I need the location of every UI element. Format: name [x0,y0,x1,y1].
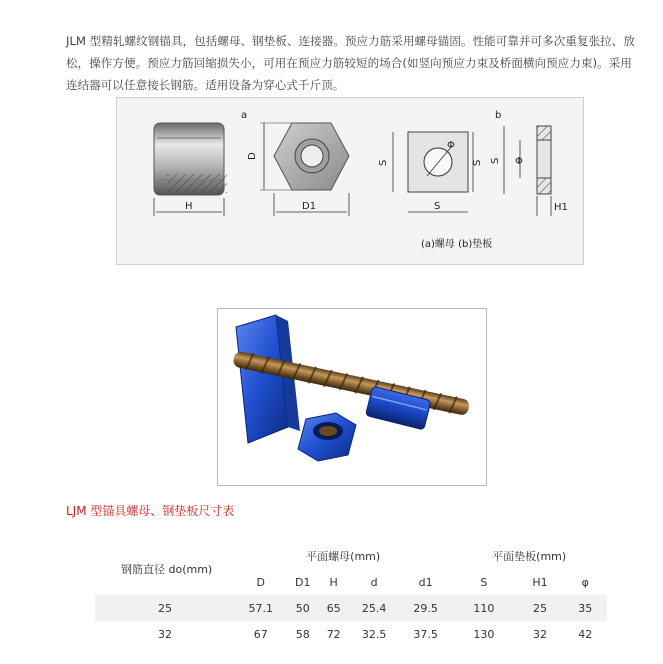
dim-phi1-label: Φ [447,140,455,151]
table-cell: 67 [253,627,268,641]
svg-text:S: S [490,157,501,164]
plate-front-view [378,132,483,212]
dim-d1-label: D1 [302,201,317,212]
dim-a-label: a [241,110,248,121]
table-cell: 58 [295,627,310,641]
table-cell: 110 [451,595,516,621]
drawing-caption: (a)螺母 (b)垫板 [421,239,493,250]
group-header-nut: 平面螺母(mm) [306,550,381,563]
table-cell: 57.1 [235,595,286,621]
dim-d-label: D [247,152,258,160]
nut-front-view [241,110,349,216]
intro-paragraph: JLM 型精轧螺纹钢锚具，包括螺母、钢垫板、连接器。预应力筋采用螺母锚固。性能可靠并可多次重复张拉、放松，操作方便。预应力筋回缩损失小，可用在预应力筋较短的场合(如竖向预应力束及桥面横向预应力束)。采用连结器可以任意接长钢筋。适用设备为穿心式千斤顶。 [66,34,635,92]
drawing-svg [117,98,585,266]
nut-side-view [154,123,227,216]
dim-s2-label: S [472,159,483,166]
table-cell: 25.4 [348,595,399,621]
col-header: d1 [418,575,433,589]
col-header: S [480,575,488,589]
dim-b-label: b [495,110,502,121]
col-header: d [370,575,378,589]
col-header: H1 [532,575,548,589]
col-header: φ [581,575,589,589]
col-header: H [329,575,338,589]
table-cell: 37.5 [413,627,438,641]
cell-do: 25 [95,595,235,621]
dim-h1-label: H1 [554,202,568,213]
dimension-table-title: LJM 型锚具螺母、钢垫板尺寸表 [66,504,235,518]
plate-side-view [490,110,568,216]
table-cell: 72 [326,627,341,641]
anchor-product-photo [217,308,487,486]
table-cell: 32 [532,627,547,641]
dimension-table [95,543,607,647]
photo-illustration [218,309,486,485]
table-cell: 25 [516,595,563,621]
dim-h-label: H [185,201,193,212]
table-cell: 65 [319,595,348,621]
dim-s1-label: S [378,159,389,166]
table-row [95,595,607,621]
table-cell: 50 [286,595,319,621]
col-header: D1 [295,575,311,589]
hex-nut [298,413,356,461]
dim-s3-label: S [434,201,441,212]
table-cell: 42 [578,627,593,641]
table-cell: 130 [473,627,495,641]
cell-do: 32 [158,627,172,641]
table-row [95,621,607,647]
rowhead-diameter: 钢筋直径 do(mm) [121,563,213,576]
group-header-plate: 平面垫板(mm) [492,550,567,563]
anchor-technical-drawing [116,97,584,265]
table-cell: 32.5 [361,627,387,641]
table-cell: 35 [564,595,607,621]
table-cell: 29.5 [400,595,451,621]
dim-phi2-label: Φ [515,156,523,167]
col-header: D [256,575,265,589]
